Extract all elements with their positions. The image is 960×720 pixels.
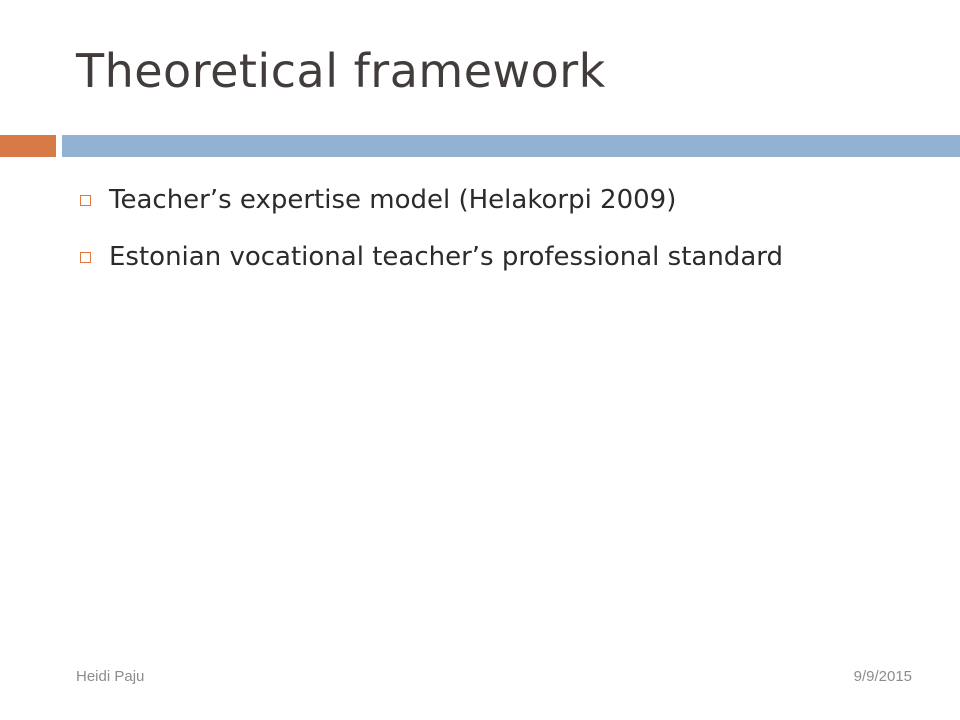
title-accent-bar-orange bbox=[0, 135, 56, 157]
bullet-list bbox=[76, 178, 783, 292]
bullet-text: Teacher’s expertise model (Helakorpi 2009) bbox=[109, 185, 677, 215]
square-bullet-icon bbox=[80, 252, 91, 263]
footer-date: 9/9/2015 bbox=[853, 668, 912, 685]
title-accent-bar-blue bbox=[62, 135, 960, 157]
bullet-text: Estonian vocational teacher’s professional standard bbox=[109, 242, 783, 272]
square-bullet-icon bbox=[80, 195, 91, 206]
bullet-item bbox=[76, 235, 783, 279]
slide-title: Theoretical framework bbox=[76, 44, 606, 98]
footer-author: Heidi Paju bbox=[76, 668, 145, 685]
bullet-item bbox=[76, 178, 783, 222]
